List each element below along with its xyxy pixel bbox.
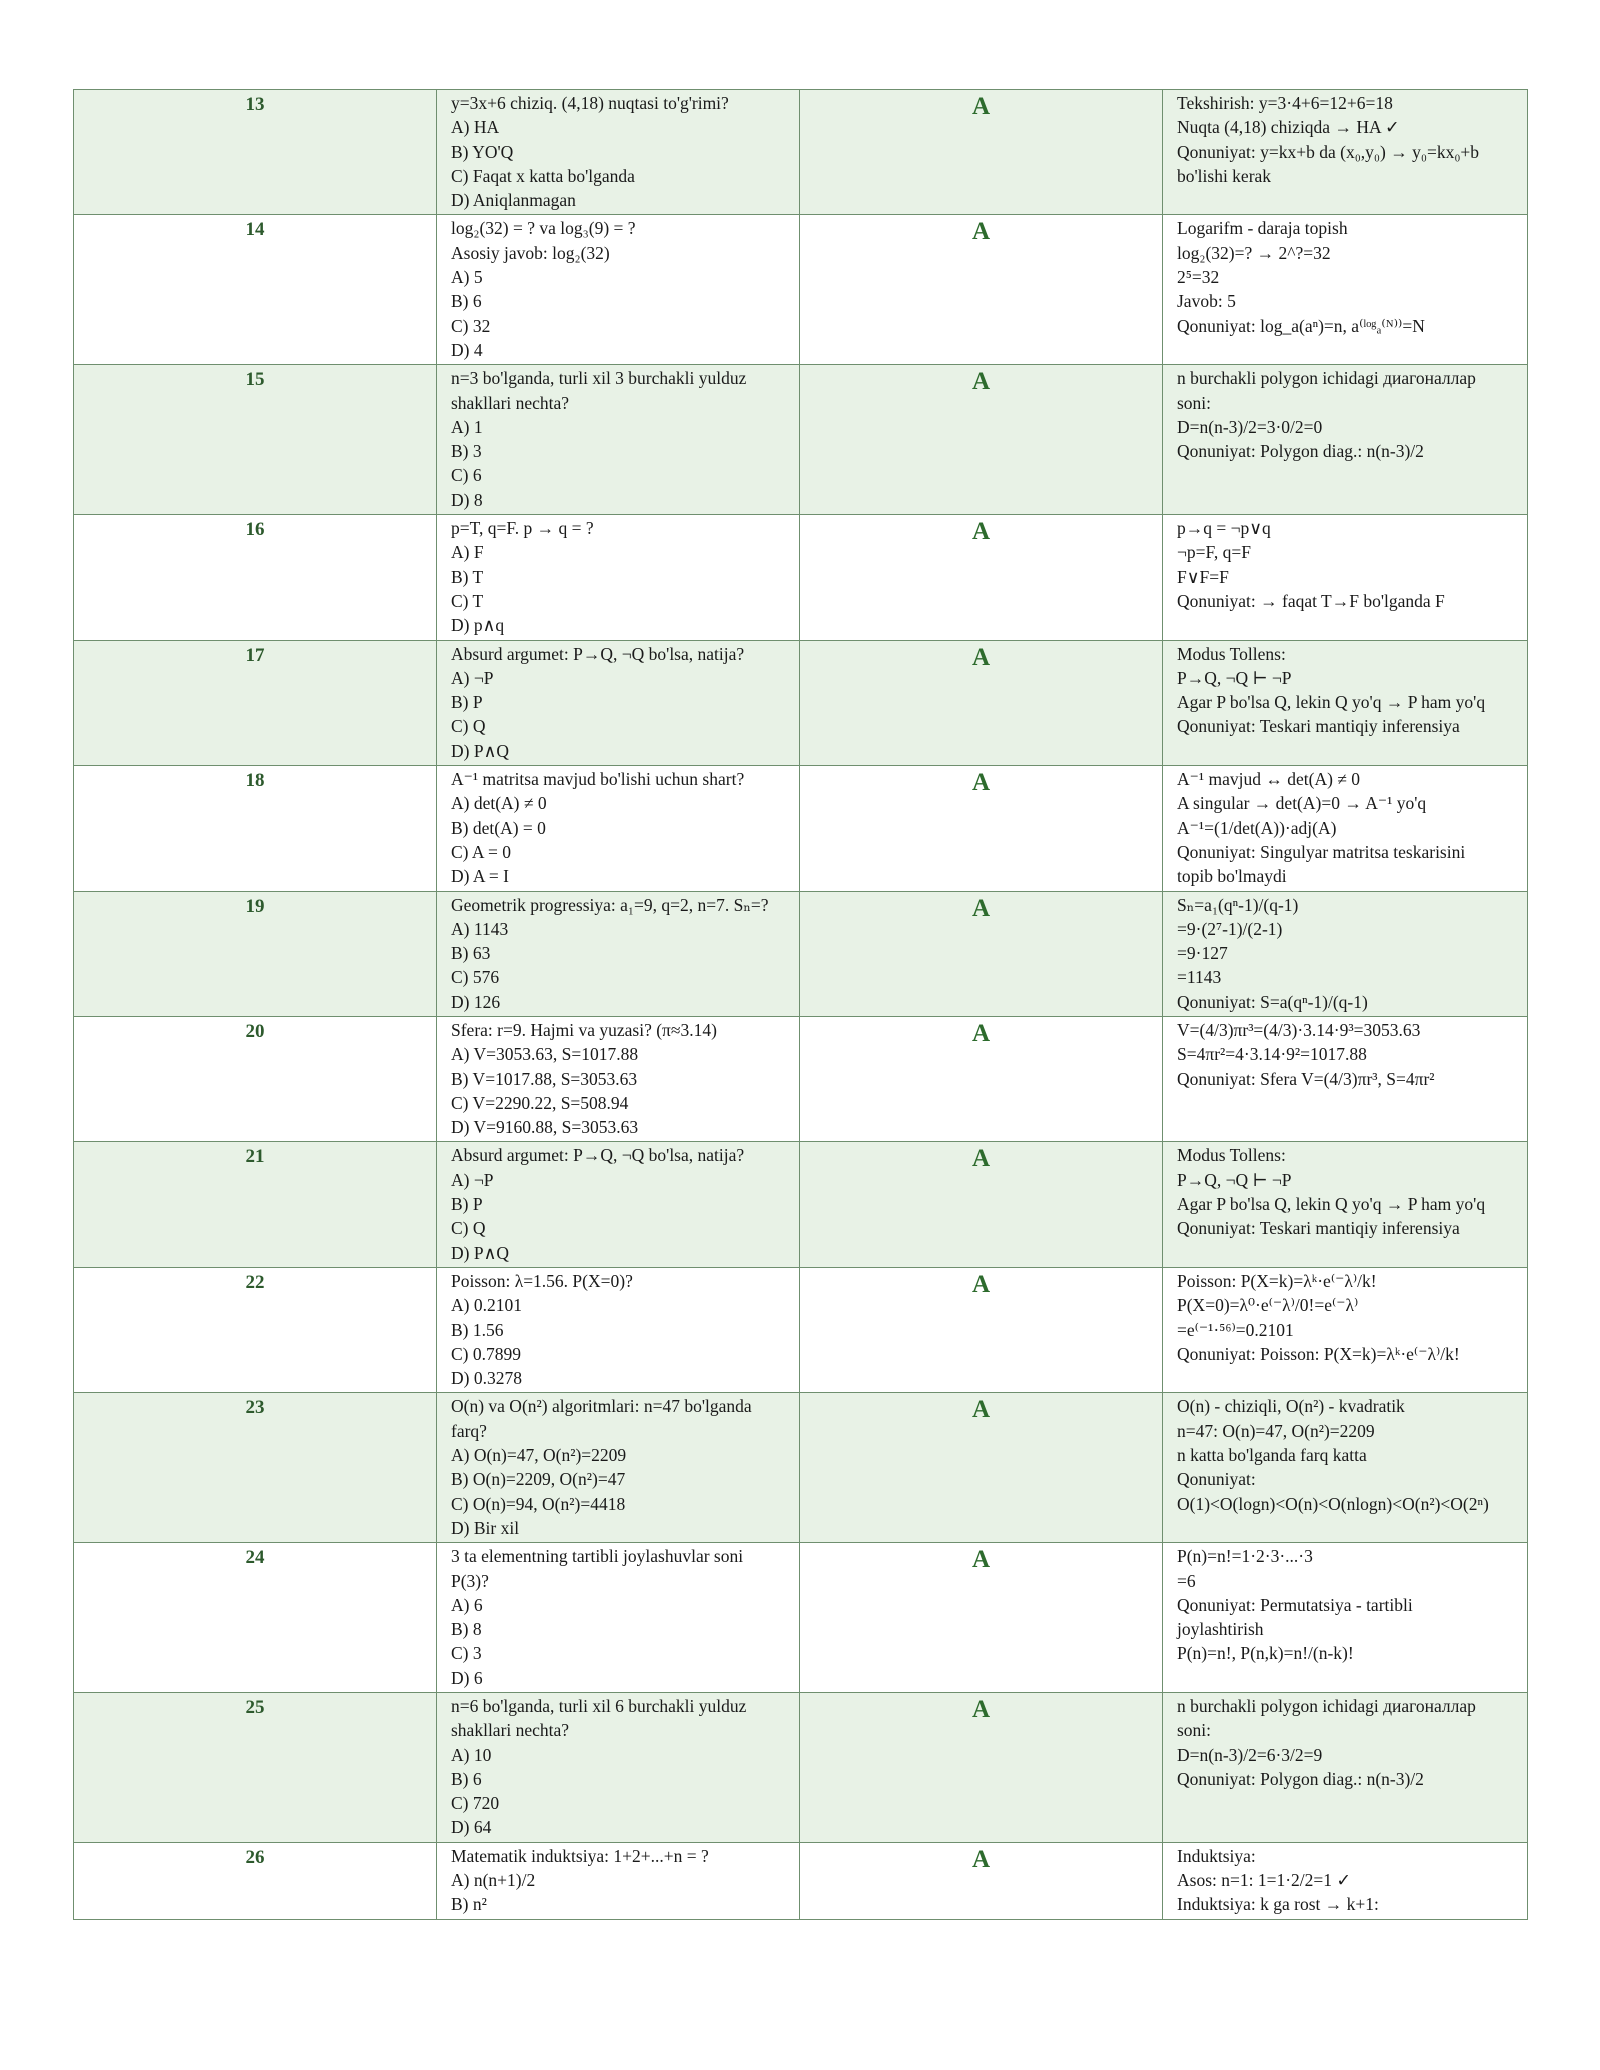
explanation-line: topib bo'lmaydi (1177, 866, 1287, 887)
table-row (74, 1016, 1528, 1141)
table-row (74, 215, 1528, 365)
explanation-line: Qonuniyat: y=kx+b da (x₀,y₀) → y₀=kx₀+b (1177, 141, 1480, 162)
explanation-line: p→q = ¬p∨q (1177, 518, 1271, 539)
answer-option: B) 3 (451, 441, 482, 462)
question-text: p=T, q=F. p → q = ? (451, 518, 594, 539)
answer-option: D) 6 (451, 1667, 483, 1688)
answer-option: B) YO'Q (451, 141, 514, 162)
explanation-line: Qonuniyat: Polygon diag.: n(n-3)/2 (1177, 441, 1424, 462)
answer-option: B) P (451, 1194, 483, 1215)
answer-option: C) 32 (451, 315, 491, 336)
answer-option: B) 1.56 (451, 1319, 504, 1340)
answer-option: B) det(A) = 0 (451, 817, 546, 838)
table-row (74, 1693, 1528, 1843)
question-cell (437, 1842, 800, 1919)
answer-option: A) 1143 (451, 918, 509, 939)
answer-option: C) Faqat x katta bo'lganda (451, 165, 635, 186)
answer-key-body (74, 90, 1528, 1920)
answer-option: C) Q (451, 716, 486, 737)
explanation-line: n katta bo'lganda farq katta (1177, 1445, 1367, 1466)
answer-option: D) 126 (451, 991, 501, 1012)
answer-option: shakllari nechta? (451, 392, 570, 413)
answer-option: D) V=9160.88, S=3053.63 (451, 1117, 639, 1138)
correct-answer: A (800, 1142, 1163, 1267)
question-cell (437, 891, 800, 1016)
explanation-line: 2⁵=32 (1177, 267, 1220, 288)
explanation-line: =9·127 (1177, 943, 1228, 964)
question-text: Sfera: r=9. Hajmi va yuzasi? (π≈3.14) (451, 1019, 717, 1040)
answer-option: A) det(A) ≠ 0 (451, 793, 547, 814)
answer-option: shakllari nechta? (451, 1720, 570, 1741)
explanation-line: F∨F=F (1177, 566, 1229, 587)
explanation-line: Poisson: P(X=k)=λᵏ·e⁽⁻λ⁾/k! (1177, 1270, 1377, 1291)
question-number: 23 (74, 1393, 437, 1543)
answer-option: D) A = I (451, 866, 509, 887)
question-number: 14 (74, 215, 437, 365)
question-number: 22 (74, 1267, 437, 1392)
correct-answer: A (800, 365, 1163, 515)
explanation-line: S=4πr²=4·3.14·9²=1017.88 (1177, 1044, 1367, 1065)
answer-option: Asosiy javob: log₂(32) (451, 242, 610, 263)
answer-option: A) 10 (451, 1744, 492, 1765)
table-row (74, 891, 1528, 1016)
table-row (74, 515, 1528, 640)
explanation-line: D=n(n-3)/2=6·3/2=9 (1177, 1744, 1323, 1765)
explanation-line: A⁻¹=(1/det(A))·adj(A) (1177, 817, 1337, 838)
answer-option: B) n² (451, 1894, 487, 1915)
question-number: 25 (74, 1693, 437, 1843)
explanation-line: Nuqta (4,18) chiziqda → HA ✓ (1177, 117, 1400, 138)
explanation-line: P→Q, ¬Q ⊢ ¬P (1177, 1169, 1292, 1190)
explanation-cell (1163, 1142, 1528, 1267)
explanation-line: Asos: n=1: 1=1·2/2=1 ✓ (1177, 1870, 1352, 1891)
answer-option: B) T (451, 566, 484, 587)
answer-option: B) O(n)=2209, O(n²)=47 (451, 1469, 626, 1490)
explanation-cell (1163, 1267, 1528, 1392)
explanation-line: A⁻¹ mavjud ↔ det(A) ≠ 0 (1177, 769, 1361, 790)
explanation-line: soni: (1177, 1720, 1212, 1741)
question-number: 21 (74, 1142, 437, 1267)
question-cell (437, 766, 800, 891)
answer-option: C) T (451, 590, 484, 611)
answer-option: B) 6 (451, 291, 482, 312)
question-cell (437, 1267, 800, 1392)
question-number: 13 (74, 90, 437, 215)
correct-answer: A (800, 1693, 1163, 1843)
answer-option: D) 0.3278 (451, 1368, 522, 1389)
answer-option: C) V=2290.22, S=508.94 (451, 1092, 629, 1113)
correct-answer: A (800, 515, 1163, 640)
explanation-line: n=47: O(n)=47, O(n²)=2209 (1177, 1420, 1375, 1441)
explanation-line: bo'lishi kerak (1177, 165, 1272, 186)
table-row (74, 1543, 1528, 1693)
explanation-cell (1163, 891, 1528, 1016)
explanation-cell (1163, 1543, 1528, 1693)
explanation-line: Induktsiya: k ga rost → k+1: (1177, 1894, 1379, 1915)
answer-option: C) 0.7899 (451, 1343, 521, 1364)
answer-option: A) O(n)=47, O(n²)=2209 (451, 1445, 627, 1466)
question-number: 20 (74, 1016, 437, 1141)
explanation-line: Modus Tollens: (1177, 643, 1286, 664)
answer-key-table (73, 89, 1528, 1920)
table-row (74, 1142, 1528, 1267)
explanation-line: Agar P bo'lsa Q, lekin Q yo'q → P ham yo'q (1177, 1194, 1486, 1215)
explanation-line: Qonuniyat: (1177, 1469, 1256, 1490)
explanation-line: O(n) - chiziqli, O(n²) - kvadratik (1177, 1396, 1405, 1417)
explanation-cell (1163, 766, 1528, 891)
answer-option: A) ¬P (451, 1169, 494, 1190)
answer-option: B) 6 (451, 1768, 482, 1789)
answer-option: D) P∧Q (451, 740, 510, 761)
table-row (74, 1842, 1528, 1919)
explanation-line: V=(4/3)πr³=(4/3)·3.14·9³=3053.63 (1177, 1019, 1421, 1040)
answer-option: B) P (451, 692, 483, 713)
question-cell (437, 515, 800, 640)
answer-option: D) 64 (451, 1817, 492, 1838)
explanation-line: n burchakli polygon ichidagi диагоналлар (1177, 368, 1476, 389)
explanation-line: A singular → det(A)=0 → A⁻¹ yo'q (1177, 793, 1427, 814)
explanation-cell (1163, 90, 1528, 215)
answer-option: A) 1 (451, 416, 483, 437)
question-cell (437, 1142, 800, 1267)
table-row (74, 640, 1528, 765)
answer-option: P(3)? (451, 1570, 489, 1591)
explanation-line: Sₙ=a₁(qⁿ-1)/(q-1) (1177, 894, 1299, 915)
question-text: n=3 bo'lganda, turli xil 3 burchakli yulduz (451, 368, 747, 389)
question-text: y=3x+6 chiziq. (4,18) nuqtasi to'g'rimi? (451, 93, 729, 113)
answer-option: C) 6 (451, 465, 482, 486)
answer-option: A) 5 (451, 267, 483, 288)
question-number: 26 (74, 1842, 437, 1919)
explanation-line: Tekshirish: y=3·4+6=12+6=18 (1177, 93, 1393, 113)
question-cell (437, 1016, 800, 1141)
explanation-line: D=n(n-3)/2=3·0/2=0 (1177, 416, 1323, 437)
explanation-line: Qonuniyat: Polygon diag.: n(n-3)/2 (1177, 1768, 1424, 1789)
answer-option: C) 3 (451, 1643, 482, 1664)
question-text: Matematik induktsiya: 1+2+...+n = ? (451, 1845, 709, 1866)
explanation-line: =1143 (1177, 967, 1222, 988)
explanation-line: P→Q, ¬Q ⊢ ¬P (1177, 667, 1292, 688)
explanation-line: Qonuniyat: Singulyar matritsa teskarisini (1177, 841, 1466, 862)
question-text: Absurd argumet: P→Q, ¬Q bo'lsa, natija? (451, 1145, 745, 1166)
question-text: Absurd argumet: P→Q, ¬Q bo'lsa, natija? (451, 643, 745, 664)
explanation-line: P(n)=n!, P(n,k)=n!/(n-k)! (1177, 1643, 1354, 1664)
table-row (74, 90, 1528, 215)
explanation-line: Qonuniyat: Teskari mantiqiy inferensiya (1177, 716, 1460, 737)
explanation-cell (1163, 1842, 1528, 1919)
answer-option: B) V=1017.88, S=3053.63 (451, 1068, 638, 1089)
question-text: O(n) va O(n²) algoritmlari: n=47 bo'lganda (451, 1396, 752, 1417)
explanation-line: soni: (1177, 392, 1212, 413)
question-cell (437, 1693, 800, 1843)
table-row (74, 365, 1528, 515)
explanation-cell (1163, 640, 1528, 765)
explanation-line: Qonuniyat: Teskari mantiqiy inferensiya (1177, 1218, 1460, 1239)
question-text: n=6 bo'lganda, turli xil 6 burchakli yulduz (451, 1696, 747, 1716)
answer-option: B) 8 (451, 1619, 482, 1640)
answer-option: A) ¬P (451, 667, 494, 688)
answer-option: D) 8 (451, 489, 483, 510)
question-number: 19 (74, 891, 437, 1016)
explanation-line: n burchakli polygon ichidagi диагоналлар (1177, 1696, 1476, 1716)
explanation-line: Induktsiya: (1177, 1845, 1256, 1866)
answer-option: A) HA (451, 117, 500, 138)
correct-answer: A (800, 1393, 1163, 1543)
answer-option: farq? (451, 1420, 487, 1441)
question-number: 16 (74, 515, 437, 640)
table-row (74, 1267, 1528, 1392)
question-cell (437, 1393, 800, 1543)
question-text: log₂(32) = ? va log₃(9) = ? (451, 218, 636, 239)
question-cell (437, 215, 800, 365)
explanation-line: Qonuniyat: Poisson: P(X=k)=λᵏ·e⁽⁻λ⁾/k! (1177, 1343, 1460, 1364)
explanation-line: Qonuniyat: Permutatsiya - tartibli (1177, 1594, 1413, 1615)
explanation-line: ¬p=F, q=F (1177, 542, 1251, 563)
correct-answer: A (800, 90, 1163, 215)
question-cell (437, 90, 800, 215)
question-number: 17 (74, 640, 437, 765)
question-number: 24 (74, 1543, 437, 1693)
answer-option: C) A = 0 (451, 841, 511, 862)
question-cell (437, 640, 800, 765)
correct-answer: A (800, 1267, 1163, 1392)
answer-option: D) p∧q (451, 615, 505, 636)
explanation-line: Qonuniyat: log_a(aⁿ)=n, a⁽ˡᵒᵍₐ⁽ᴺ⁾⁾=N (1177, 315, 1425, 336)
answer-option: A) n(n+1)/2 (451, 1870, 536, 1891)
explanation-cell (1163, 1016, 1528, 1141)
answer-option: C) 720 (451, 1793, 500, 1814)
question-text: 3 ta elementning tartibli joylashuvlar soni (451, 1546, 744, 1567)
explanation-line: =6 (1177, 1570, 1196, 1591)
explanation-line: Qonuniyat: S=a(qⁿ-1)/(q-1) (1177, 991, 1368, 1012)
question-cell (437, 365, 800, 515)
explanation-line: P(n)=n!=1·2·3·...·3 (1177, 1546, 1313, 1567)
question-text: A⁻¹ matritsa mavjud bo'lishi uchun shart? (451, 769, 745, 790)
answer-option: C) Q (451, 1218, 486, 1239)
answer-option: C) 576 (451, 967, 500, 988)
correct-answer: A (800, 1016, 1163, 1141)
explanation-line: Javob: 5 (1177, 291, 1236, 312)
explanation-line: =e⁽⁻¹·⁵⁶⁾=0.2101 (1177, 1319, 1294, 1340)
answer-option: C) O(n)=94, O(n²)=4418 (451, 1493, 626, 1514)
explanation-line: P(X=0)=λ⁰·e⁽⁻λ⁾/0!=e⁽⁻λ⁾ (1177, 1295, 1359, 1316)
explanation-line: Qonuniyat: Sfera V=(4/3)πr³, S=4πr² (1177, 1068, 1435, 1089)
answer-option: A) 0.2101 (451, 1295, 522, 1316)
explanation-line: Logarifm - daraja topish (1177, 218, 1348, 239)
explanation-cell (1163, 365, 1528, 515)
answer-option: B) 63 (451, 943, 491, 964)
explanation-line: O(1)<O(logn)<O(n)<O(nlogn)<O(n²)<O(2ⁿ) (1177, 1493, 1489, 1514)
explanation-cell (1163, 1693, 1528, 1843)
explanation-cell (1163, 1393, 1528, 1543)
answer-option: A) 6 (451, 1594, 483, 1615)
answer-option: D) P∧Q (451, 1242, 510, 1263)
correct-answer: A (800, 215, 1163, 365)
answer-option: A) V=3053.63, S=1017.88 (451, 1044, 639, 1065)
correct-answer: A (800, 891, 1163, 1016)
answer-option: D) Aniqlanmagan (451, 190, 576, 211)
answer-option: D) 4 (451, 339, 483, 360)
question-text: Geometrik progressiya: a₁=9, q=2, n=7. Sₙ=? (451, 894, 769, 915)
question-number: 18 (74, 766, 437, 891)
explanation-line: Qonuniyat: → faqat T→F bo'lganda F (1177, 590, 1445, 611)
explanation-line: Agar P bo'lsa Q, lekin Q yo'q → P ham yo'q (1177, 692, 1486, 713)
explanation-line: =9·(2⁷-1)/(2-1) (1177, 918, 1283, 939)
answer-option: A) F (451, 542, 484, 563)
explanation-line: Modus Tollens: (1177, 1145, 1286, 1166)
correct-answer: A (800, 640, 1163, 765)
question-number: 15 (74, 365, 437, 515)
answer-option: D) Bir xil (451, 1517, 520, 1538)
correct-answer: A (800, 1543, 1163, 1693)
correct-answer: A (800, 766, 1163, 891)
question-cell (437, 1543, 800, 1693)
explanation-line: joylashtirish (1177, 1619, 1264, 1640)
explanation-line: log₂(32)=? → 2^?=32 (1177, 242, 1331, 263)
question-text: Poisson: λ=1.56. P(X=0)? (451, 1270, 633, 1291)
correct-answer: A (800, 1842, 1163, 1919)
explanation-cell (1163, 515, 1528, 640)
table-row (74, 766, 1528, 891)
table-row (74, 1393, 1528, 1543)
explanation-cell (1163, 215, 1528, 365)
